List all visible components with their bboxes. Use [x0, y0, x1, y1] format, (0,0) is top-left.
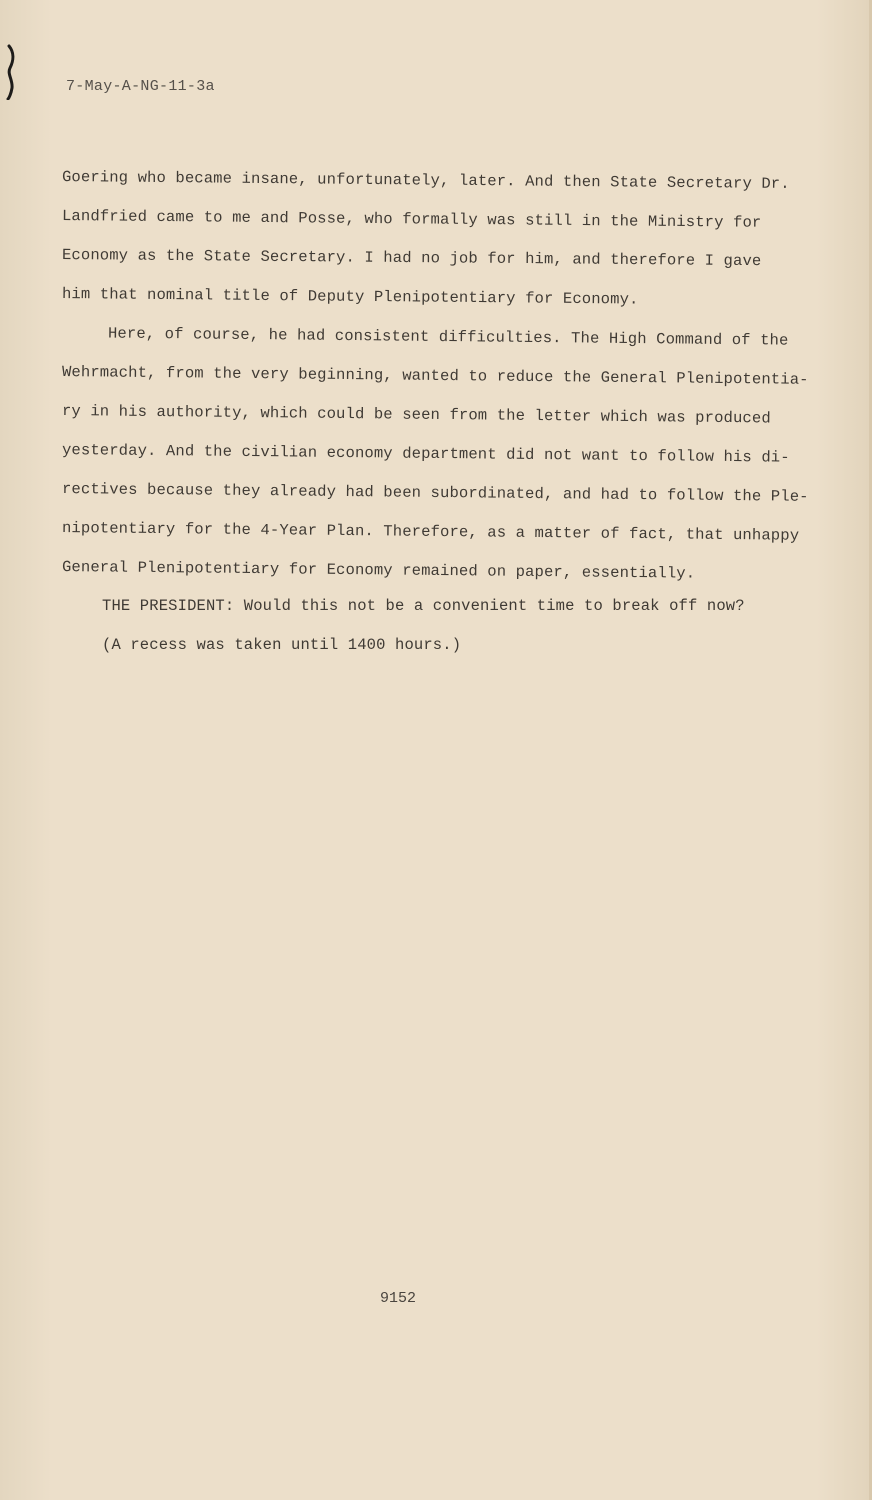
- transcript-body: [62, 158, 807, 665]
- text-line: General Plenipotentiary for Economy remained on paper, essentially.: [61, 558, 696, 583]
- page-number: 9152: [380, 1290, 417, 1307]
- text-line: Wehrmacht, from the very beginning, wanted to reduce the General Plenipotentia-: [61, 363, 809, 389]
- text-line: Landfried came to me and Posse, who formally was still in the Ministry for: [61, 207, 762, 232]
- text-line: him that nominal title of Deputy Plenipotentiary for Economy.: [61, 285, 639, 309]
- text-line: yesterday. And the civilian economy department did not want to follow his di-: [61, 441, 790, 467]
- text-line: Here, of course, he had consistent difficulties. The High Command of the: [107, 324, 789, 350]
- text-line: Goering who became insane, unfortunately, later. And then State Secretary Dr.: [61, 168, 790, 193]
- text-line: ry in his authority, which could be seen from the letter which was produced: [61, 402, 771, 428]
- president-remark: THE PRESIDENT: Would this not be a convenient time to break off now?: [102, 597, 745, 615]
- text-line: rectives because they already had been subordinated, and had to follow the Ple-: [61, 480, 809, 506]
- recess-note: (A recess was taken until 1400 hours.): [102, 636, 462, 654]
- margin-mark: [6, 44, 16, 100]
- text-line: nipotentiary for the 4-Year Plan. Therefore, as a matter of fact, that unhappy: [61, 519, 800, 545]
- text-line: Economy as the State Secretary. I had no job for him, and therefore I gave: [61, 246, 762, 271]
- document-id: 7-May-A-NG-11-3a: [66, 78, 215, 95]
